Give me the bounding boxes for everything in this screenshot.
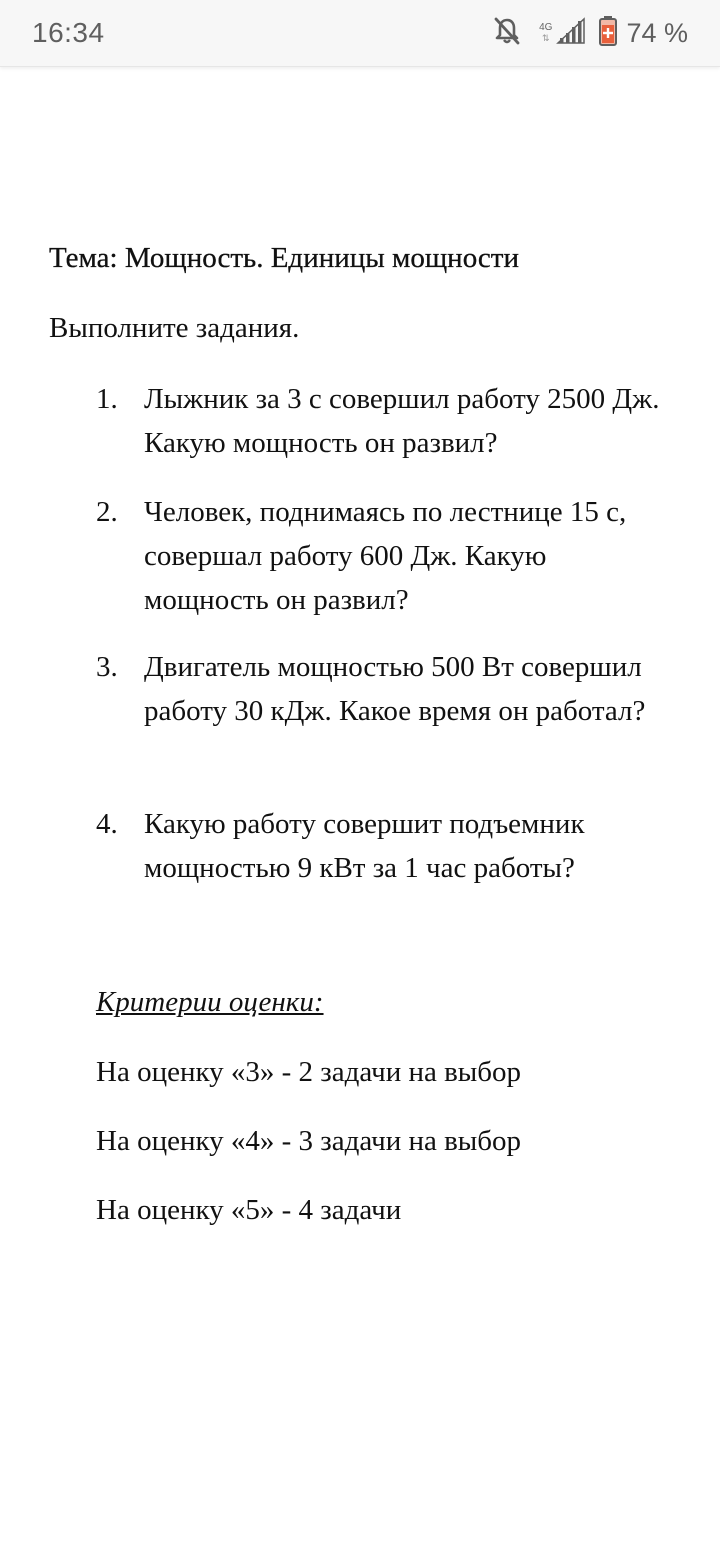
status-icons bbox=[481, 15, 688, 51]
signal-icon bbox=[556, 17, 586, 50]
battery-percent: 74 % bbox=[626, 17, 688, 48]
task-number: 3. bbox=[96, 651, 118, 683]
task-number: 1. bbox=[96, 383, 118, 415]
network-type bbox=[539, 22, 552, 44]
task-number: 2. bbox=[96, 496, 118, 528]
bell-off-icon bbox=[493, 16, 521, 51]
instruction-text: Выполните задания. bbox=[49, 312, 300, 344]
criteria-line: На оценку «5» - 4 задачи bbox=[96, 1194, 402, 1226]
criteria-title: Критерии оценки: bbox=[96, 986, 324, 1018]
data-arrows-icon: ⇅ bbox=[542, 33, 550, 43]
task-text: Какую работу совершит подъемник мощностью 9 кВт за 1 час работы? bbox=[144, 808, 585, 884]
task-text: Лыжник за 3 с совершил работу 2500 Дж. Какую мощность он развил? bbox=[144, 383, 660, 459]
network-type-label: 4G bbox=[539, 22, 553, 33]
task-text: Человек, поднимаясь по лестнице 15 с, совершал работу 600 Дж. Какую мощность он развил? bbox=[144, 496, 627, 616]
task-number: 4. bbox=[96, 808, 118, 840]
criteria-line: На оценку «3» - 2 задачи на выбор bbox=[96, 1056, 522, 1088]
battery-saver-icon bbox=[598, 15, 618, 52]
page-title: Тема: Мощность. Единицы мощности bbox=[49, 242, 519, 274]
criteria-line: На оценку «4» - 3 задачи на выбор bbox=[96, 1125, 522, 1157]
status-time: 16:34 bbox=[32, 17, 105, 48]
task-text: Двигатель мощностью 500 Вт совершил работу 30 кДж. Какое время он работал? bbox=[144, 651, 646, 727]
status-bar bbox=[0, 0, 720, 67]
